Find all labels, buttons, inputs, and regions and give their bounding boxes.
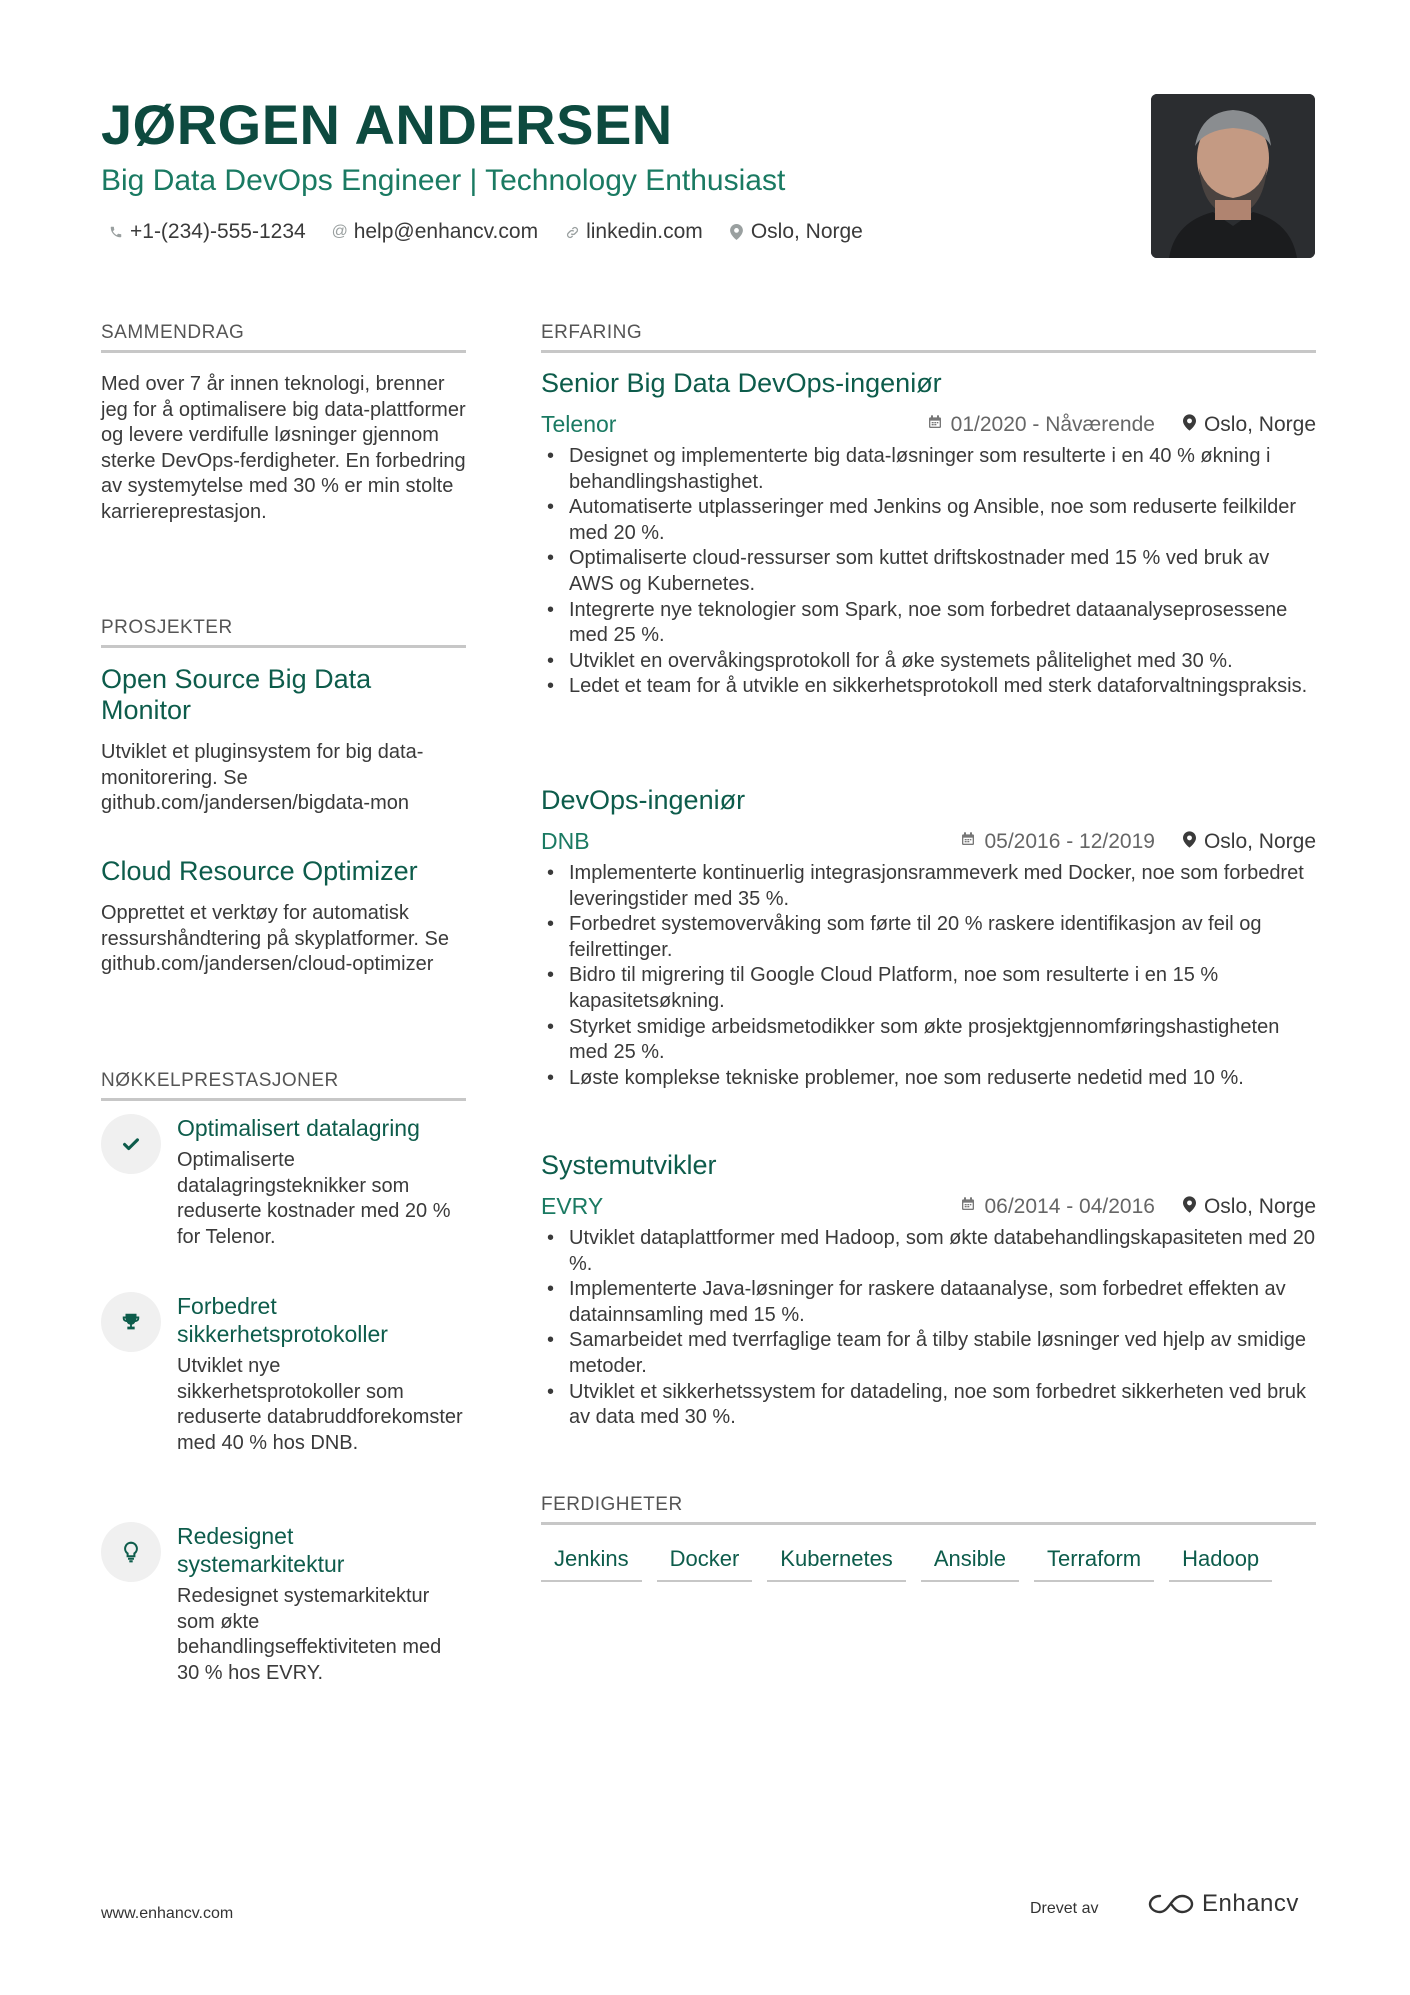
contact-linkedin-text: linkedin.com (586, 220, 703, 243)
job-bullets (541, 444, 1316, 700)
job-location: Oslo, Norge (1203, 412, 1316, 436)
trophy-icon (101, 1292, 161, 1352)
at-icon: @ (331, 223, 348, 240)
job-bullet: • Løste komplekse tekniske problemer, noe som reduserte nedetid med 10 %. (541, 1066, 1316, 1092)
job-bullet: • Integrerte nye teknologier som Spark, noe som forbedret dataanalyseprosessene med 25 %. (541, 598, 1316, 649)
contact-phone-text: +1-(234)-555-1234 (130, 220, 306, 243)
job-bullet: • Implementerte Java-løsninger for raskere dataanalyse, som forbedret effekten av datainnsamling med 15 %. (541, 1277, 1316, 1328)
contact-location-text: Oslo, Norge (750, 220, 863, 243)
job-dates: 05/2016 - 12/2019 (984, 829, 1155, 853)
achievement-title: Optimalisert datalagring (177, 1115, 420, 1141)
calendar-icon (960, 1196, 976, 1217)
footer-brand: Enhancv (1202, 1890, 1299, 1917)
calendar-icon (927, 414, 943, 435)
project-item (101, 856, 466, 978)
project-item (101, 664, 466, 817)
job-dates: 01/2020 - Nåværende (950, 412, 1155, 436)
projects-heading: PROSJEKTER (101, 617, 466, 648)
job-bullet: • Ledet et team for å utvikle en sikkerhetsprotokoll med sterk dataforvaltningspraksis. (541, 674, 1316, 700)
job-company: DNB (541, 828, 590, 854)
job-bullet: • Utviklet en overvåkingsprotokoll for å øke systemets pålitelighet med 30 %. (541, 649, 1316, 675)
job-bullet: • Bidro til migrering til Google Cloud Platform, noe som resulterte i en 15 % kapasitetsøkning. (541, 963, 1316, 1014)
achievement-title: Forbedret sikkerhetsprotokoller (177, 1293, 388, 1347)
job-bullets (541, 861, 1316, 1091)
job-title: Senior Big Data DevOps-ingeniør (541, 368, 942, 398)
achievements-heading: NØKKELPRESTASJONER (101, 1070, 466, 1101)
job-bullet: • Utviklet et sikkerhetssystem for datadeling, noe som forbedret sikkerheten ved bruk av data med 30 %. (541, 1380, 1316, 1431)
job-bullet: • Optimaliserte cloud-ressurser som kuttet driftskostnader med 15 % ved bruk av AWS og Kubernetes. (541, 546, 1316, 597)
skill-tag: Docker (657, 1540, 753, 1582)
skill-tag: Kubernetes (767, 1540, 906, 1582)
contact-bar (108, 220, 863, 244)
summary-text: Med over 7 år innen teknologi, brenner jeg for å optimalisere big data-plattformer og levere verdifulle løsninger gjennom sterke DevOps-ferdigheter. En forbedring av systemytelse med 30 % er min stolte karriereprestasjon. (101, 373, 466, 523)
job-dates: 06/2014 - 04/2016 (984, 1194, 1155, 1218)
skill-tag: Jenkins (541, 1540, 642, 1582)
job-title: DevOps-ingeniør (541, 785, 746, 815)
contact-location (729, 220, 863, 244)
job-bullet: • Utviklet dataplattformer med Hadoop, som økte databehandlingskapasiteten med 20 %. (541, 1226, 1316, 1277)
job-bullets (541, 1226, 1316, 1431)
candidate-name: JØRGEN ANDERSEN (101, 93, 673, 156)
achievement-desc: Optimaliserte datalagringsteknikker som reduserte kostnader med 20 % for Telenor. (177, 1149, 451, 1248)
job-company: Telenor (541, 411, 617, 437)
achievement-item (101, 1292, 466, 1456)
location-icon (1183, 1196, 1196, 1218)
contact-email[interactable] (332, 220, 538, 244)
lightbulb-icon (101, 1522, 161, 1582)
link-icon (564, 225, 580, 240)
job-title: Systemutvikler (541, 1150, 717, 1180)
project-title: Cloud Resource Optimizer (101, 856, 418, 886)
skill-tag: Ansible (921, 1540, 1019, 1582)
achievement-item (101, 1522, 466, 1686)
job-location: Oslo, Norge (1203, 1194, 1316, 1218)
enhancv-logo[interactable] (1148, 1890, 1299, 1918)
contact-email-text: help@enhancv.com (353, 220, 539, 243)
check-icon (101, 1114, 161, 1174)
job-bullet: • Styrket smidige arbeidsmetodikker som økte prosjektgjennomføringshastigheten med 25 %. (541, 1015, 1316, 1066)
job-entry (541, 1150, 1316, 1431)
summary-heading: SAMMENDRAG (101, 322, 466, 353)
location-icon (729, 224, 745, 240)
phone-icon (108, 225, 124, 239)
job-bullet: • Forbedret systemovervåking som førte til 20 % raskere identifikasjon av feil og feilrettinger. (541, 912, 1316, 963)
footer-powered-by: Drevet av (1030, 1900, 1099, 1917)
skills-list (541, 1540, 1316, 1582)
job-entry (541, 368, 1316, 700)
skill-tag: Terraform (1034, 1540, 1154, 1582)
job-bullet: • Samarbeidet med tverrfaglige team for å tilby stabile løsninger ved hjelp av smidige metoder. (541, 1328, 1316, 1379)
achievement-desc: Redesignet systemarkitektur som økte behandlingseffektiviteten med 30 % hos EVRY. (177, 1585, 442, 1684)
footer-url[interactable]: www.enhancv.com (101, 1905, 234, 1922)
contact-linkedin[interactable] (564, 220, 703, 244)
location-icon (1183, 831, 1196, 853)
job-company: EVRY (541, 1193, 604, 1219)
achievement-title: Redesignet systemarkitektur (177, 1523, 345, 1577)
job-bullet: • Designet og implementerte big data-løsninger som resulterte i en 40 % økning i behandlingshastighet. (541, 444, 1316, 495)
skill-tag: Hadoop (1169, 1540, 1272, 1582)
infinity-logo-icon (1148, 1892, 1194, 1916)
project-title: Open Source Big Data Monitor (101, 664, 372, 725)
project-desc: Opprettet et verktøy for automatisk ressurshåndtering på skyplatformer. Se github.com/jandersen/cloud-optimizer (101, 902, 449, 975)
profile-photo (1151, 94, 1315, 258)
calendar-icon (960, 831, 976, 852)
location-icon (1183, 414, 1196, 436)
experience-heading: ERFARING (541, 322, 1316, 353)
achievement-desc: Utviklet nye sikkerhetsprotokoller som reduserte databruddforekomster med 40 % hos DNB. (177, 1355, 463, 1454)
job-bullet: • Implementerte kontinuerlig integrasjonsrammeverk med Docker, noe som forbedret leveringstider med 35 %. (541, 861, 1316, 912)
achievement-item (101, 1114, 466, 1250)
job-entry (541, 785, 1316, 1091)
skills-heading: FERDIGHETER (541, 1494, 1316, 1525)
job-bullet: • Automatiserte utplasseringer med Jenkins og Ansible, noe som reduserte feilkilder med 20 %. (541, 495, 1316, 546)
candidate-headline: Big Data DevOps Engineer | Technology Enthusiast (101, 164, 786, 197)
job-location: Oslo, Norge (1203, 829, 1316, 853)
project-desc: Utviklet et pluginsystem for big data-monitorering. Se github.com/jandersen/bigdata-mon (101, 741, 424, 814)
contact-phone[interactable] (108, 220, 306, 244)
